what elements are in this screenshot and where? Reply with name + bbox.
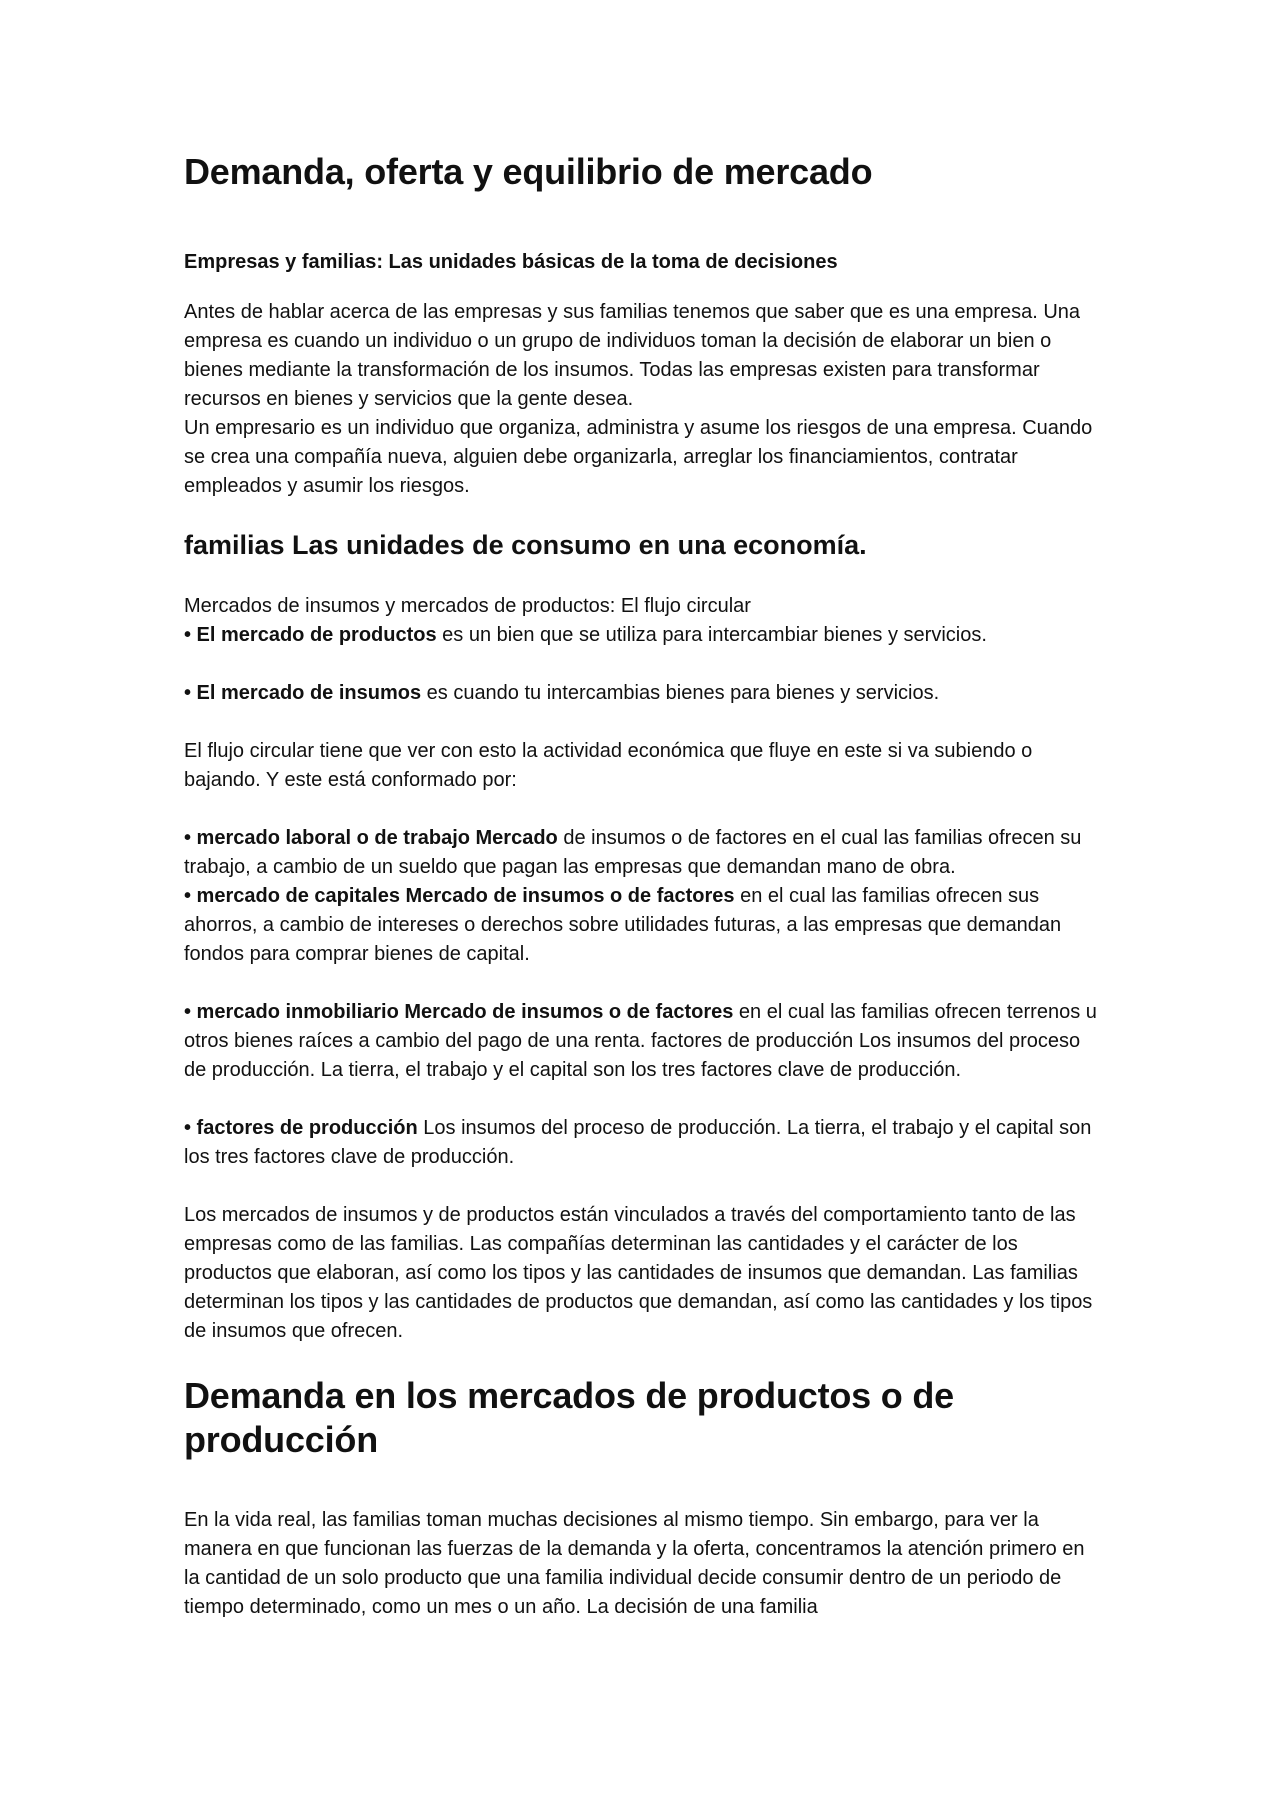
real-estate-market-term: • mercado inmobiliario Mercado de insumos o de factores: [184, 1001, 734, 1023]
demand-section-title: Demanda en los mercados de productos o de producción: [184, 1375, 954, 1460]
factors-definition: Los insumos del proceso de producción. La tierra, el trabajo y el capital son los tres factores clave de producción.: [184, 1117, 1092, 1168]
intro-paragraph: [184, 298, 1100, 501]
demand-section-paragraph: En la vida real, las familias toman muchas decisiones al mismo tiempo. Sin embargo, para ver la manera en que funcionan las fuerzas de la demanda y la oferta, concentramos la atención primero en la cantidad de un solo producto que una familia individual decide consumir dentro de un periodo de tiempo determinado, como un mes o un año. La decisión de una familia: [184, 1509, 1085, 1618]
factors-term: • factores de producción: [184, 1117, 418, 1139]
capital-market-term: • mercado de capitales Mercado de insumos o de factores: [184, 885, 735, 907]
subtitle: Empresas y familias: Las unidades básicas de la toma de decisiones: [184, 251, 838, 273]
inputs-market-paragraph: [184, 679, 1100, 708]
markets-intro: Mercados de insumos y mercados de productos: El flujo circular: [184, 595, 751, 617]
circular-flow-paragraph: El flujo circular tiene que ver con esto la actividad económica que fluye en este si va subiendo o bajando. Y este está conformado por:: [184, 740, 1033, 791]
labor-capital-paragraph: [184, 824, 1100, 969]
intro-entrepreneur-definition: Un empresario es un individuo que organiza, administra y asume los riesgos de una empresa. Cuando se crea una compañía nueva, alguien debe organizarla, arreglar los financiamientos, contratar empleados y asumir los riesgos.: [184, 417, 1093, 497]
markets-paragraph: [184, 592, 1100, 650]
capital-market-definition: en el cual las familias ofrecen sus ahorros, a cambio de intereses o derechos sobre utilidades futuras, a las empresas que demandan fondos para comprar bienes de capital.: [184, 885, 1062, 965]
intro-company-definition: Antes de hablar acerca de las empresas y sus familias tenemos que saber que es una empresa. Una empresa es cuando un individuo o un grupo de individuos toman la decisión de elaborar un bien o bienes mediante la transformación de los insumos. Todas las empresas existen para transformar recursos en bienes y servicios que la gente desea.: [184, 301, 1081, 410]
labor-market-term: • mercado laboral o de trabajo Mercado: [184, 827, 558, 849]
linked-markets-paragraph: Los mercados de insumos y de productos están vinculados a través del comportamiento tanto de las empresas como de las familias. Las compañías determinan las cantidades y el carácter de los productos que elaboran, así como los tipos y las cantidades de insumos que demandan. Las familias determinan los tipos y las cantidades de productos que demandan, así como las cantidades y los tipos de insumos que ofrecen.: [184, 1204, 1093, 1342]
products-market-term: • El mercado de productos: [184, 624, 437, 646]
inputs-market-definition: es cuando tu intercambias bienes para bienes y servicios.: [421, 682, 940, 704]
families-heading: familias Las unidades de consumo en una economía.: [184, 530, 867, 560]
document-title: Demanda, oferta y equilibrio de mercado: [184, 151, 873, 192]
products-market-definition: es un bien que se utiliza para intercambiar bienes y servicios.: [436, 624, 987, 646]
real-estate-market-definition: en el cual las familias ofrecen terrenos u otros bienes raíces a cambio del pago de una renta. factores de producción Los insumos del proceso de producción. La tierra, el trabajo y el capital son los tres factores clave de producción.: [184, 1001, 1097, 1081]
factors-paragraph: [184, 1114, 1100, 1172]
real-estate-paragraph: [184, 998, 1100, 1085]
labor-market-definition: de insumos o de factores en el cual las familias ofrecen su trabajo, a cambio de un sueldo que pagan las empresas que demandan mano de obra.: [184, 827, 1082, 878]
inputs-market-term: • El mercado de insumos: [184, 682, 422, 704]
